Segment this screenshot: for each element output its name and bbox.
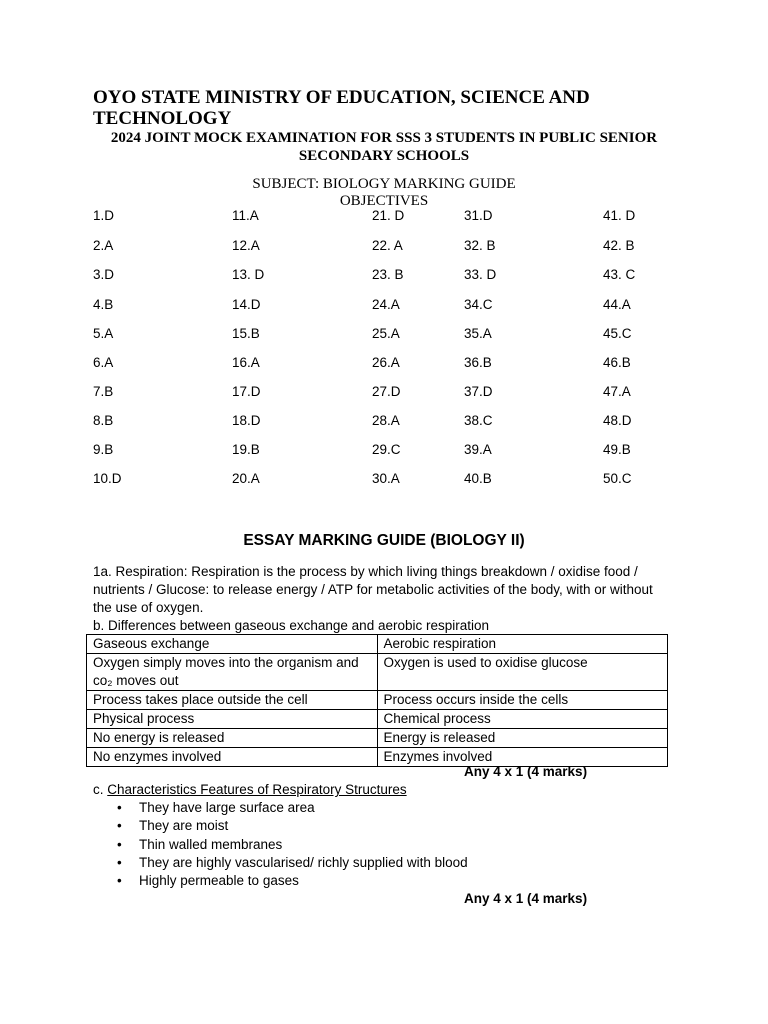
answer-cell: 45.C [603,326,632,341]
answer-cell: 12.A [232,238,260,253]
table-cell: No enzymes involved [87,748,378,767]
list-item-text: They are moist [139,818,229,834]
answer-cell: 29.C [372,442,401,457]
answer-cell: 35.A [464,326,492,341]
bullet-icon: • [117,800,122,815]
question-1c-heading [93,781,407,799]
answer-cell: 7.B [93,384,114,399]
answer-cell: 37.D [464,384,493,399]
answer-cell: 40.B [464,471,492,486]
exam-title-line-2: SECONDARY SCHOOLS [298,148,470,164]
table-cell: Chemical process [377,710,668,729]
question-1c-title: Characteristics Features of Respiratory Structures [107,782,407,797]
answer-row [93,238,653,256]
table-header-cell: Aerobic respiration [377,635,668,654]
answer-row [93,355,653,373]
table-cell: Energy is released [377,729,668,748]
answer-cell: 9.B [93,442,114,457]
table-row [87,691,668,710]
list-item-text: They have large surface area [139,800,315,815]
marks-allocation-c: Any 4 x 1 (4 marks) [464,891,588,906]
marks-allocation-b: Any 4 x 1 (4 marks) [464,764,588,779]
answer-cell: 4.B [93,297,114,312]
answer-cell: 33. D [464,267,497,282]
answer-row [93,413,653,431]
essay-heading: ESSAY MARKING GUIDE (BIOLOGY II) [243,532,525,549]
bullet-icon: • [117,818,122,834]
question-1c-prefix: c. [93,782,108,797]
answer-cell: 26.A [372,355,400,370]
answer-cell: 23. B [372,267,404,282]
answer-cell: 44.A [603,297,631,312]
answer-cell: 27.D [372,384,401,399]
bullet-icon: • [117,873,122,889]
answer-cell: 43. C [603,267,636,282]
list-item [93,817,468,835]
bullet-icon: • [117,836,122,852]
answer-row [93,267,653,285]
answer-cell: 47.A [603,384,631,399]
table-cell: Oxygen simply moves into the organism and co₂ moves out [87,654,378,691]
answer-cell: 49.B [603,442,631,457]
answer-cell: 5.A [93,326,114,341]
answer-row [93,471,653,489]
answer-cell: 41. D [603,208,636,223]
objective-answers-grid [93,208,653,498]
answer-cell: 20.A [232,471,260,486]
list-item-text: Highly permeable to gases [139,873,299,889]
answer-cell: 32. B [464,238,496,253]
answer-cell: 16.A [232,355,260,370]
table-header-cell: Gaseous exchange [87,635,378,654]
answer-cell: 11.A [232,208,259,223]
answer-row [93,326,653,344]
answer-row [93,442,653,460]
answer-cell: 42. B [603,238,635,253]
answer-cell: 8.B [93,413,114,428]
table-row [87,710,668,729]
answer-cell: 30.A [372,471,400,486]
question-1b-intro: b. Differences between gaseous exchange and aerobic respiration [93,618,490,633]
list-item [93,854,468,872]
ministry-heading: OYO STATE MINISTRY OF EDUCATION, SCIENCE AND TECHNOLOGY [93,87,590,129]
list-item [93,799,468,817]
answer-cell: 6.A [93,355,114,370]
exam-title-line-1: 2024 JOINT MOCK EXAMINATION FOR SSS 3 STUDENTS IN PUBLIC SENIOR [110,130,658,146]
answer-cell: 14.D [232,297,261,312]
answer-cell: 2.A [93,238,114,253]
subject-heading: SUBJECT: BIOLOGY MARKING GUIDE [252,176,516,192]
answer-cell: 24.A [372,297,400,312]
answer-cell: 21. D [372,208,405,223]
answer-cell: 34.C [464,297,493,312]
exam-title [93,129,675,165]
table-row [87,729,668,748]
answer-row [93,384,653,402]
answer-cell: 31.D [464,208,493,223]
answer-cell: 28.A [372,413,400,428]
objectives-heading: OBJECTIVES [339,193,429,209]
table-cell: Process takes place outside the cell [87,691,378,710]
answer-cell: 13. D [232,267,265,282]
differences-table [86,634,668,767]
table-row [87,654,668,691]
answer-cell: 22. A [372,238,403,253]
list-item [93,836,468,854]
list-item [93,872,468,890]
answer-row [93,208,653,226]
list-item-text: Thin walled membranes [139,836,283,852]
table-cell: Physical process [87,710,378,729]
table-header-row [87,635,668,654]
features-list [93,799,468,890]
table-cell: Enzymes involved [377,748,668,767]
table-cell: Process occurs inside the cells [377,691,668,710]
answer-cell: 10.D [93,471,122,486]
answer-cell: 19.B [232,442,260,457]
answer-cell: 50.C [603,471,632,486]
table-cell: No energy is released [87,729,378,748]
answer-cell: 46.B [603,355,631,370]
list-item-text: They are highly vascularised/ richly supplied with blood [139,854,468,870]
answer-cell: 3.D [93,267,115,282]
answer-cell: 38.C [464,413,493,428]
answer-cell: 17.D [232,384,261,399]
answer-cell: 48.D [603,413,632,428]
answer-cell: 18.D [232,413,261,428]
table-cell: Oxygen is used to oxidise glucose [377,654,668,691]
answer-cell: 15.B [232,326,260,341]
answer-cell: 36.B [464,355,492,370]
answer-cell: 39.A [464,442,492,457]
answer-row [93,297,653,315]
answer-cell: 1.D [93,208,115,223]
answer-cell: 25.A [372,326,400,341]
bullet-icon: • [117,854,122,870]
question-1a-answer: 1a. Respiration: Respiration is the process by which living things breakdown / oxidise food / nutrients / Glucose: to release energy / ATP for metabolic activities of the body, with or without the use of oxygen. [93,564,653,615]
